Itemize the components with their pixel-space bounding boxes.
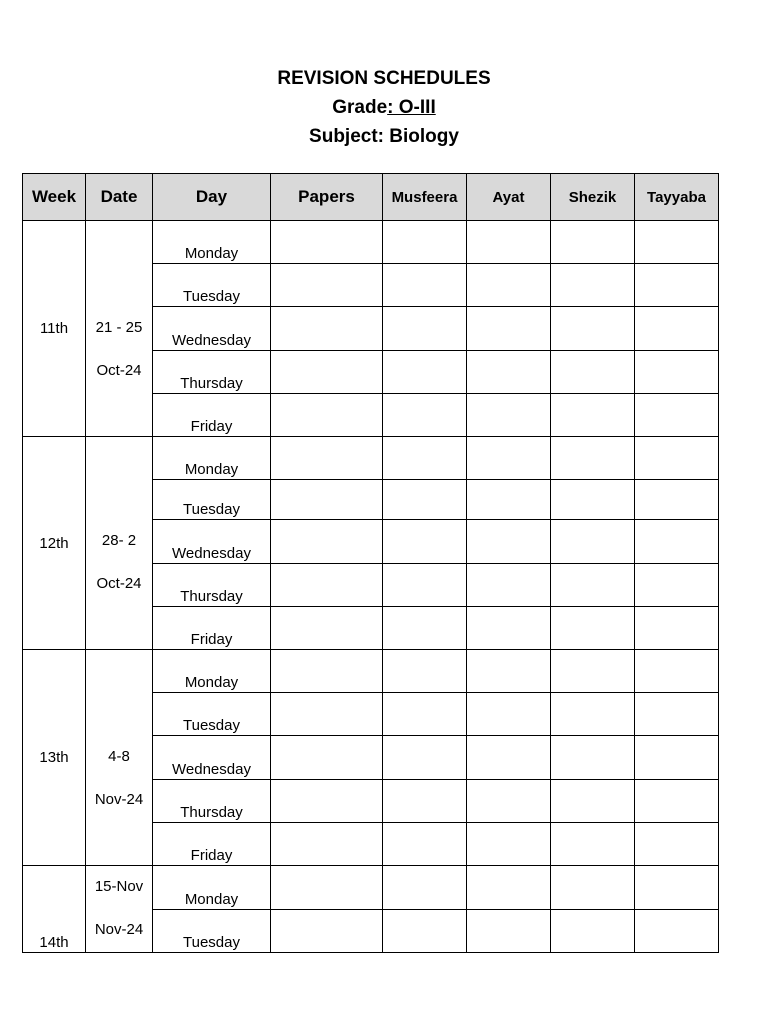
shezik-cell[interactable] bbox=[551, 264, 635, 307]
day-cell: Monday bbox=[153, 866, 271, 910]
day-cell: Monday bbox=[153, 437, 271, 480]
day-cell: Friday bbox=[153, 606, 271, 649]
date-cell bbox=[86, 650, 153, 866]
date-month: Nov-24 bbox=[94, 921, 144, 938]
day-cell: Friday bbox=[153, 822, 271, 865]
table-row bbox=[23, 437, 719, 480]
day-cell: Wednesday bbox=[153, 736, 271, 779]
tayyaba-cell[interactable] bbox=[635, 437, 719, 480]
day-cell: Friday bbox=[153, 393, 271, 436]
papers-cell[interactable] bbox=[271, 779, 383, 822]
tayyaba-cell[interactable] bbox=[635, 393, 719, 436]
grade-value: : O-III bbox=[387, 97, 436, 118]
papers-cell[interactable] bbox=[271, 264, 383, 307]
papers-cell[interactable] bbox=[271, 606, 383, 649]
papers-cell[interactable] bbox=[271, 563, 383, 606]
week-cell: 11th bbox=[23, 221, 86, 437]
ayat-cell[interactable] bbox=[467, 779, 551, 822]
date-month: Nov-24 bbox=[94, 791, 144, 808]
musfeera-cell[interactable] bbox=[383, 650, 467, 693]
musfeera-cell[interactable] bbox=[383, 350, 467, 393]
ayat-cell[interactable] bbox=[467, 866, 551, 910]
shezik-cell[interactable] bbox=[551, 650, 635, 693]
musfeera-cell[interactable] bbox=[383, 736, 467, 779]
document-title: REVISION SCHEDULES bbox=[277, 68, 491, 89]
papers-cell[interactable] bbox=[271, 909, 383, 953]
tayyaba-cell[interactable] bbox=[635, 606, 719, 649]
col-day: Day bbox=[153, 174, 271, 221]
papers-cell[interactable] bbox=[271, 350, 383, 393]
musfeera-cell[interactable] bbox=[383, 264, 467, 307]
shezik-cell[interactable] bbox=[551, 307, 635, 350]
day-cell: Monday bbox=[153, 650, 271, 693]
col-musfeera: Musfeera bbox=[383, 174, 467, 221]
musfeera-cell[interactable] bbox=[383, 307, 467, 350]
ayat-cell[interactable] bbox=[467, 606, 551, 649]
date-month: Oct-24 bbox=[96, 575, 142, 592]
ayat-cell[interactable] bbox=[467, 307, 551, 350]
papers-cell[interactable] bbox=[271, 437, 383, 480]
col-tayyaba: Tayyaba bbox=[635, 174, 719, 221]
shezik-cell[interactable] bbox=[551, 606, 635, 649]
tayyaba-cell[interactable] bbox=[635, 480, 719, 520]
tayyaba-cell[interactable] bbox=[635, 350, 719, 393]
musfeera-cell[interactable] bbox=[383, 822, 467, 865]
day-cell: Thursday bbox=[153, 350, 271, 393]
ayat-cell[interactable] bbox=[467, 480, 551, 520]
tayyaba-cell[interactable] bbox=[635, 779, 719, 822]
date-range: 15-Nov bbox=[94, 878, 144, 895]
ayat-cell[interactable] bbox=[467, 350, 551, 393]
date-cell bbox=[86, 437, 153, 650]
papers-cell[interactable] bbox=[271, 393, 383, 436]
papers-cell[interactable] bbox=[271, 822, 383, 865]
ayat-cell[interactable] bbox=[467, 736, 551, 779]
papers-cell[interactable] bbox=[271, 650, 383, 693]
ayat-cell[interactable] bbox=[467, 693, 551, 736]
papers-cell[interactable] bbox=[271, 693, 383, 736]
table-body bbox=[23, 221, 719, 953]
day-cell: Thursday bbox=[153, 563, 271, 606]
shezik-cell[interactable] bbox=[551, 693, 635, 736]
day-cell: Tuesday bbox=[153, 693, 271, 736]
musfeera-cell[interactable] bbox=[383, 480, 467, 520]
revision-table bbox=[22, 173, 719, 953]
papers-cell[interactable] bbox=[271, 480, 383, 520]
tayyaba-cell[interactable] bbox=[635, 693, 719, 736]
musfeera-cell[interactable] bbox=[383, 393, 467, 436]
col-shezik: Shezik bbox=[551, 174, 635, 221]
ayat-cell[interactable] bbox=[467, 563, 551, 606]
col-papers: Papers bbox=[271, 174, 383, 221]
shezik-cell[interactable] bbox=[551, 909, 635, 953]
tayyaba-cell[interactable] bbox=[635, 650, 719, 693]
shezik-cell[interactable] bbox=[551, 736, 635, 779]
ayat-cell[interactable] bbox=[467, 520, 551, 563]
shezik-cell[interactable] bbox=[551, 563, 635, 606]
date-range: 28- 2 bbox=[101, 532, 137, 549]
papers-cell[interactable] bbox=[271, 221, 383, 264]
musfeera-cell[interactable] bbox=[383, 866, 467, 910]
tayyaba-cell[interactable] bbox=[635, 822, 719, 865]
ayat-cell[interactable] bbox=[467, 822, 551, 865]
grade-line bbox=[0, 97, 768, 119]
week-cell: 12th bbox=[23, 437, 86, 650]
tayyaba-cell[interactable] bbox=[635, 307, 719, 350]
shezik-cell[interactable] bbox=[551, 866, 635, 910]
musfeera-cell[interactable] bbox=[383, 563, 467, 606]
table-row bbox=[23, 650, 719, 693]
musfeera-cell[interactable] bbox=[383, 520, 467, 563]
papers-cell[interactable] bbox=[271, 866, 383, 910]
shezik-cell[interactable] bbox=[551, 221, 635, 264]
day-cell: Monday bbox=[153, 221, 271, 264]
date-range: 4-8 bbox=[108, 748, 130, 765]
ayat-cell[interactable] bbox=[467, 437, 551, 480]
date-cell bbox=[86, 221, 153, 437]
col-date: Date bbox=[86, 174, 153, 221]
date-month: Oct-24 bbox=[96, 362, 142, 379]
date-range: 21 - 25 bbox=[95, 319, 143, 336]
tayyaba-cell[interactable] bbox=[635, 909, 719, 953]
musfeera-cell[interactable] bbox=[383, 909, 467, 953]
tayyaba-cell[interactable] bbox=[635, 563, 719, 606]
shezik-cell[interactable] bbox=[551, 393, 635, 436]
day-cell: Wednesday bbox=[153, 520, 271, 563]
shezik-cell[interactable] bbox=[551, 480, 635, 520]
header-row bbox=[23, 174, 719, 221]
ayat-cell[interactable] bbox=[467, 650, 551, 693]
day-cell: Tuesday bbox=[153, 264, 271, 307]
week-cell: 13th bbox=[23, 650, 86, 866]
tayyaba-cell[interactable] bbox=[635, 866, 719, 910]
subject-line: Subject: Biology bbox=[309, 126, 459, 147]
papers-cell[interactable] bbox=[271, 736, 383, 779]
musfeera-cell[interactable] bbox=[383, 606, 467, 649]
grade-label: Grade bbox=[332, 97, 388, 118]
ayat-cell[interactable] bbox=[467, 393, 551, 436]
day-cell: Tuesday bbox=[153, 909, 271, 953]
musfeera-cell[interactable] bbox=[383, 693, 467, 736]
table-row bbox=[23, 221, 719, 264]
tayyaba-cell[interactable] bbox=[635, 264, 719, 307]
tayyaba-cell[interactable] bbox=[635, 736, 719, 779]
musfeera-cell[interactable] bbox=[383, 221, 467, 264]
shezik-cell[interactable] bbox=[551, 520, 635, 563]
papers-cell[interactable] bbox=[271, 520, 383, 563]
shezik-cell[interactable] bbox=[551, 822, 635, 865]
ayat-cell[interactable] bbox=[467, 264, 551, 307]
col-ayat: Ayat bbox=[467, 174, 551, 221]
tayyaba-cell[interactable] bbox=[635, 520, 719, 563]
papers-cell[interactable] bbox=[271, 307, 383, 350]
shezik-cell[interactable] bbox=[551, 350, 635, 393]
col-week: Week bbox=[23, 174, 86, 221]
week-cell: 14th bbox=[23, 866, 86, 953]
ayat-cell[interactable] bbox=[467, 221, 551, 264]
musfeera-cell[interactable] bbox=[383, 437, 467, 480]
table-row bbox=[23, 866, 719, 910]
shezik-cell[interactable] bbox=[551, 779, 635, 822]
day-cell: Wednesday bbox=[153, 307, 271, 350]
date-cell bbox=[86, 866, 153, 953]
day-cell: Thursday bbox=[153, 779, 271, 822]
tayyaba-cell[interactable] bbox=[635, 221, 719, 264]
shezik-cell[interactable] bbox=[551, 437, 635, 480]
ayat-cell[interactable] bbox=[467, 909, 551, 953]
musfeera-cell[interactable] bbox=[383, 779, 467, 822]
day-cell: Tuesday bbox=[153, 480, 271, 520]
